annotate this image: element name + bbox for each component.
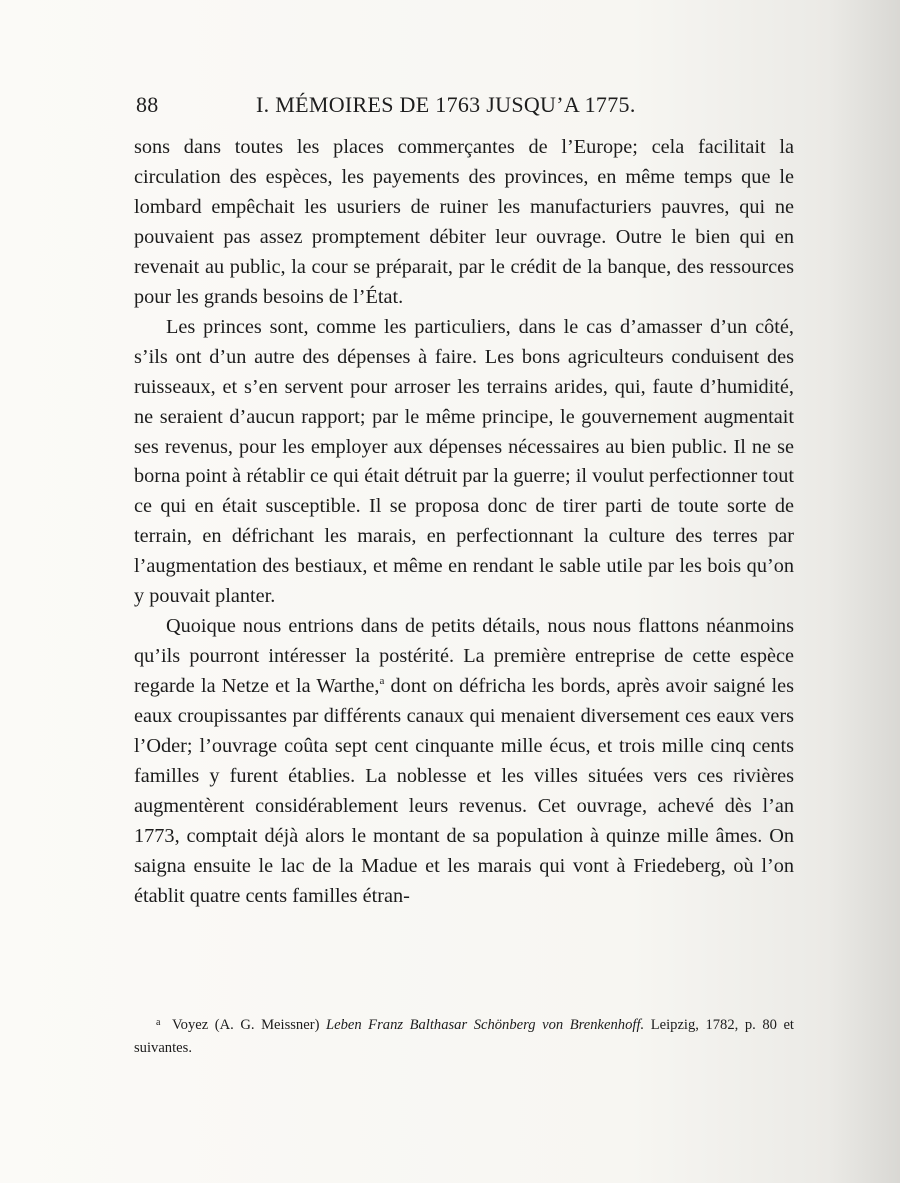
running-head [136,92,800,126]
footnote-lead: Voyez (A. G. Meissner) [172,1017,326,1033]
paragraph-2: Les princes sont, comme les particuliers, dans le cas d’amasser d’un côté, s’ils ont d’un autre des dépenses à faire. Les bons agriculteurs conduisent des ruisseaux, et s’en servent pour arroser les terrains arides, qui, faute d’humidité, ne seraient d’aucun rapport; par le même principe, le gouvernement augmentait ses revenus, pour les employer aux dépenses nécessaires au bien public. Il ne se borna point à rétablir ce qui était détruit par la guerre; il voulut perfectionner tout ce qui en était susceptible. Il se proposa donc de tirer parti de toute sorte de terrain, en défrichant les marais, en perfectionnant la culture des terres par l’augmentation des bestiaux, et même en rendant le sable utile par les bois qu’on y pouvait planter. [134,315,794,608]
footnote-reference[interactable]: a [379,675,385,688]
body-text [134,133,794,912]
paragraph-3 [134,612,794,912]
running-title: I. MÉMOIRES DE 1763 JUSQU’A 1775. [256,92,636,117]
footnote-book-title: Leben Franz Balthasar Schönberg von Brenkenhoff. [325,1017,645,1033]
paragraph-1: sons dans toutes les places commerçantes de l’Europe; cela facilitait la circulation des espèces, les payements des provinces, en même temps que le lombard empêchait les usuriers de ruiner les manufacturiers pauvres, qui ne pouvaient pas assez promptement débiter leur ouvrage. Outre le bien qui en revenait au public, la cour se préparait, par le crédit de la banque, des ressources pour les grands besoins de l’État. [134,136,794,308]
paragraph-3-text-start: Quoique nous entrions dans de petits détails, nous nous flattons néanmoins qu’ils pourront intéresser la postérité. La première entreprise de cette espèce regarde la Netze et la Warthe, [134,615,794,698]
page-number: 88 [136,92,159,117]
footnote: a Voyez (A. G. Meissner) Leben Franz Balthasar Schönberg von Brenkenhoff. Leipzig, 1782, p. 80 et suivantes. [134,1017,794,1056]
footnote-tail: Leipzig, 1782, p. 80 et suivantes. [134,1017,794,1056]
paragraph-3-text-end: dont on défricha les bords, après avoir saigné les eaux croupissantes par différents canaux qui menaient diversement ces eaux vers l’Oder; l’ouvrage coûta sept cent cinquante mille écus, et trois mille cinq cents familles y furent établies. La noblesse et les villes situées vers ces rivières augmentèrent considérablement leurs revenus. Cet ouvrage, achevé dès l’an 1773, comptait déjà alors le montant de sa population à quinze mille âmes. On saigna ensuite le lac de la Madue et les marais qui vont à Friedeberg, où l’on établit quatre cents familles étran- [134,675,794,907]
